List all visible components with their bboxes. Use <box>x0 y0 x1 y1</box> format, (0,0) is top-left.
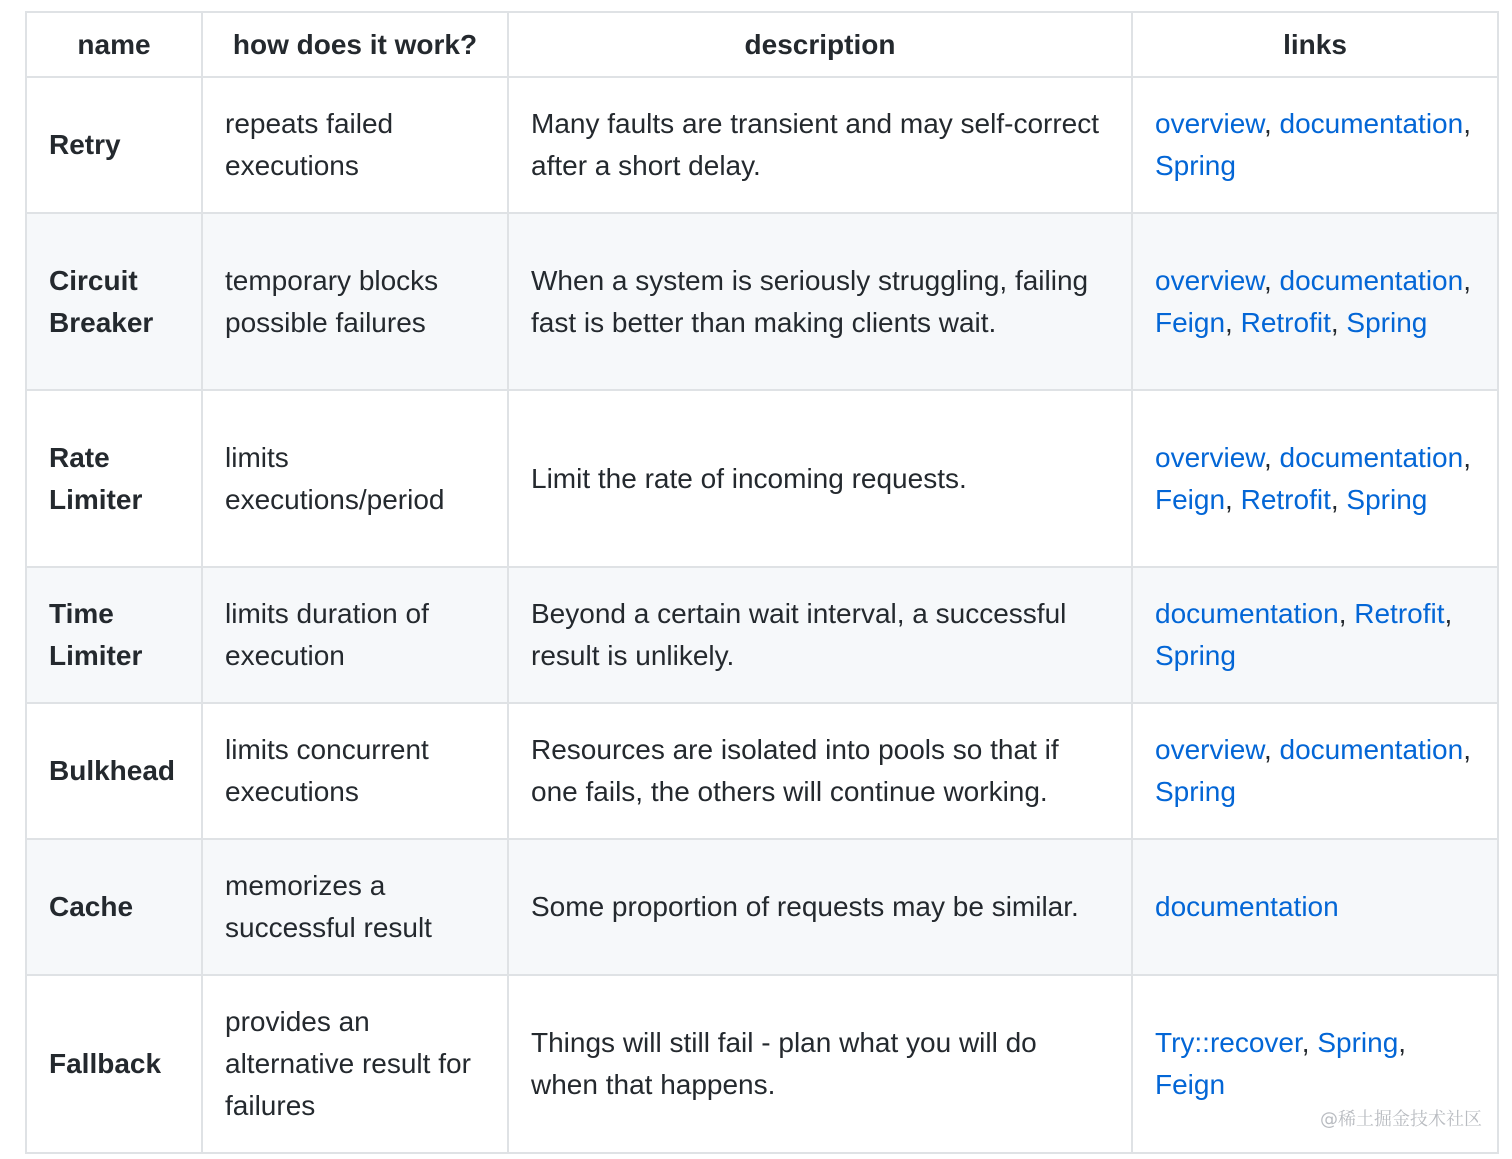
pattern-description: Limit the rate of incoming requests. <box>508 390 1132 567</box>
pattern-links: documentation, Retrofit, Spring <box>1132 567 1498 703</box>
pattern-name: Fallback <box>26 975 202 1153</box>
link-spring[interactable]: Spring <box>1346 306 1428 338</box>
pattern-description: Some proportion of requests may be similar. <box>508 839 1132 975</box>
watermark: @稀土掘金技术社区 <box>1320 1109 1482 1130</box>
link-feign[interactable]: Feign <box>1155 306 1226 338</box>
table-row <box>26 567 1498 703</box>
pattern-how: temporary blocks possible failures <box>202 213 508 390</box>
link-retrofit[interactable]: Retrofit <box>1354 598 1445 629</box>
table-row <box>26 390 1498 567</box>
link-try-recover[interactable]: Try::recover <box>1155 1027 1302 1058</box>
link-overview[interactable]: overview <box>1155 108 1264 139</box>
link-spring[interactable]: Spring <box>1155 150 1236 181</box>
table-row <box>26 213 1498 390</box>
link-documentation[interactable]: documentation <box>1155 891 1339 922</box>
pattern-how: limits executions/period <box>202 390 508 567</box>
pattern-name: Retry <box>26 77 202 213</box>
pattern-description: Beyond a certain wait interval, a successful result is unlikely. <box>508 567 1132 703</box>
header-links: links <box>1132 12 1498 77</box>
pattern-description: Resources are isolated into pools so that if one fails, the others will continue working. <box>508 703 1132 839</box>
link-overview[interactable]: overview <box>1155 441 1264 473</box>
pattern-links <box>1132 839 1498 975</box>
pattern-description: When a system is seriously struggling, failing fast is better than making clients wait. <box>508 213 1132 390</box>
pattern-how: limits concurrent executions <box>202 703 508 839</box>
link-overview[interactable]: overview <box>1155 264 1264 296</box>
link-spring[interactable]: Spring <box>1155 776 1236 807</box>
pattern-links: overview, documentation, Feign, Retrofit, Spring <box>1132 390 1498 567</box>
pattern-how: limits duration of execution <box>202 567 508 703</box>
link-spring[interactable]: Spring <box>1317 1027 1399 1058</box>
link-documentation[interactable]: documentation <box>1279 734 1464 765</box>
link-feign[interactable]: Feign <box>1155 1069 1226 1100</box>
link-retrofit[interactable]: Retrofit <box>1240 483 1331 515</box>
patterns-table <box>25 11 1499 1154</box>
table-row <box>26 77 1498 213</box>
pattern-description: Things will still fail - plan what you will do when that happens. <box>508 975 1132 1153</box>
link-spring[interactable]: Spring <box>1346 483 1428 515</box>
link-documentation[interactable]: documentation <box>1279 108 1464 139</box>
pattern-links: Try::recover, Spring, Feign <box>1132 975 1498 1153</box>
link-feign[interactable]: Feign <box>1155 483 1226 515</box>
table-row <box>26 703 1498 839</box>
pattern-how: repeats failed executions <box>202 77 508 213</box>
pattern-links: overview, documentation, Spring <box>1132 77 1498 213</box>
link-documentation[interactable]: documentation <box>1279 441 1464 473</box>
header-row <box>26 12 1498 77</box>
header-name: name <box>26 12 202 77</box>
pattern-links: overview, documentation, Spring <box>1132 703 1498 839</box>
header-description: description <box>508 12 1132 77</box>
pattern-name: Rate Limiter <box>26 390 202 567</box>
link-documentation[interactable]: documentation <box>1279 264 1464 296</box>
link-retrofit[interactable]: Retrofit <box>1240 306 1331 338</box>
pattern-how: provides an alternative result for failures <box>202 975 508 1153</box>
link-spring[interactable]: Spring <box>1155 640 1236 671</box>
link-overview[interactable]: overview <box>1155 734 1264 765</box>
pattern-name: Circuit Breaker <box>26 213 202 390</box>
pattern-links: overview, documentation, Feign, Retrofit, Spring <box>1132 213 1498 390</box>
pattern-how: memorizes a successful result <box>202 839 508 975</box>
pattern-name: Time Limiter <box>26 567 202 703</box>
pattern-description: Many faults are transient and may self-correct after a short delay. <box>508 77 1132 213</box>
table-row <box>26 839 1498 975</box>
pattern-name: Cache <box>26 839 202 975</box>
pattern-name: Bulkhead <box>26 703 202 839</box>
table-row <box>26 975 1498 1153</box>
link-documentation[interactable]: documentation <box>1155 598 1339 629</box>
header-how: how does it work? <box>202 12 508 77</box>
